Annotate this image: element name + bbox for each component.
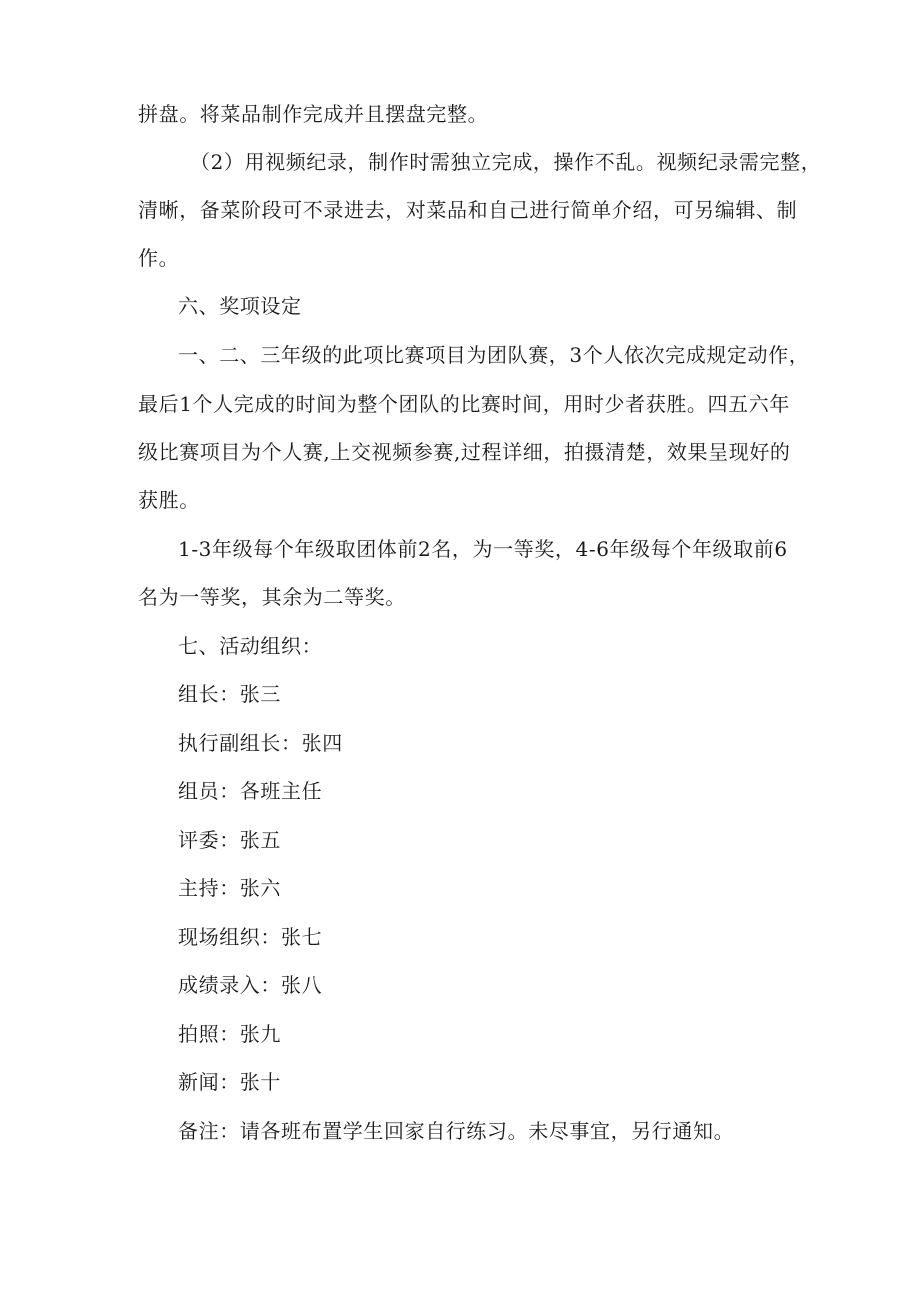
paragraph-line: 一、二、三年级的此项比赛项目为团队赛，3个人依次完成规定动作， [178,343,810,367]
paragraph-line: 级比赛项目为个人赛,上交视频参赛,过程详细，拍摄清楚，效果呈现好的 [138,440,791,464]
paragraph-line: 拼盘。将菜品制作完成并且摆盘完整。 [138,102,489,126]
list-item: 组员：各班主任 [178,779,323,803]
list-item: 拍照：张九 [178,1022,281,1046]
list-item: 成绩录入：张八 [178,973,323,997]
list-item: 新闻：张十 [178,1070,281,1094]
paragraph-line: 清晰，备菜阶段可不录进去，对菜品和自己进行简单介绍，可另编辑、制 [138,198,798,222]
paragraph-line: （2）用视频纪录，制作时需独立完成，操作不乱。视频纪录需完整， [190,150,822,174]
list-item: 组长：张三 [178,682,281,706]
paragraph-line: 名为一等奖，其余为二等奖。 [138,585,406,609]
note-line: 备注：请各班布置学生回家自行练习。未尽事宜，另行通知。 [178,1119,735,1143]
paragraph-line: 作。 [138,246,180,270]
list-item: 主持：张六 [178,876,281,900]
list-item: 现场组织：张七 [178,925,323,949]
paragraph-line: 1-3年级每个年级取团体前2名，为一等奖，4-6年级每个年级取前6 [178,537,788,561]
list-item: 执行副组长：张四 [178,731,343,755]
section-heading: 六、奖项设定 [178,294,302,318]
paragraph-line: 最后1个人完成的时间为整个团队的比赛时间，用时少者获胜。四五六年 [138,392,790,416]
paragraph-line: 获胜。 [138,488,200,512]
list-item: 评委：张五 [178,828,281,852]
section-heading: 七、活动组织： [178,634,323,658]
